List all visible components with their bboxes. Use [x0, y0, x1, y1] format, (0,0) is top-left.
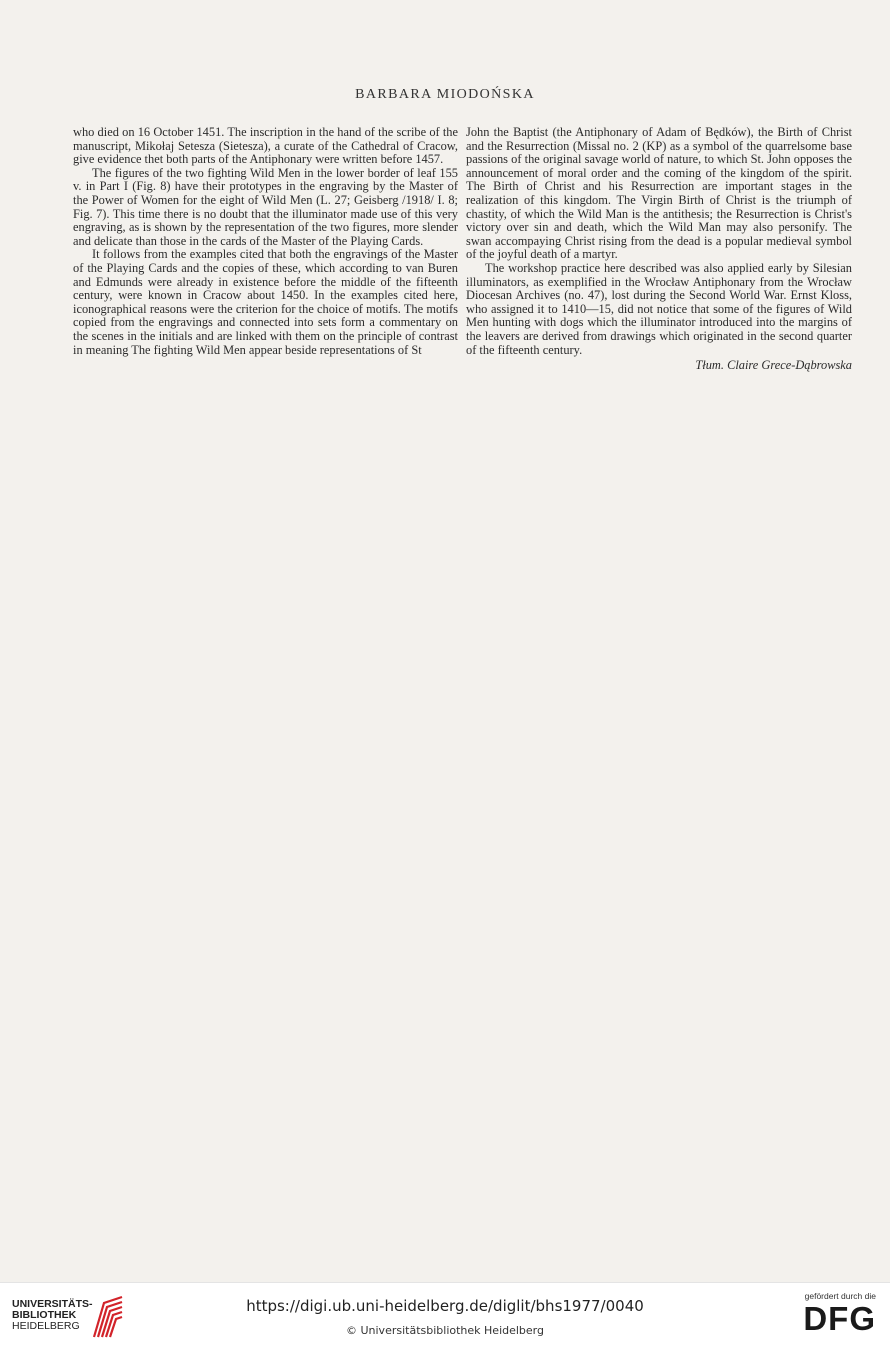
right-text-column — [466, 126, 852, 373]
paragraph: It follows from the examples cited that both the engravings of the Master of the Playing Cards and the copies of these, which according to van Buren and Edmunds were already in existence before the middle of the fifteenth century, were known in Cracow about 1450. In the examples cited here, iconographical reasons were the criterion for the choice of motifs. The motifs copied from the engravings and connected into sets form a commentary on the scenes in the initials and are linked with them on the principle of contrast in meaning The fighting Wild Men appear beside representations of St — [73, 247, 458, 357]
library-name-line: UNIVERSITÄTS- — [12, 1298, 93, 1310]
paragraph: The figures of the two fighting Wild Men in the lower border of leaf 155 v. in Part I (Fig. 8) have their prototypes in the engraving by the Master of the Power of Women for the eight of Wild Men (L. 27; Geisberg /1918/ I. 8; Fig. 7). This time there is no doubt that the illuminator made use of this very engraving, as is shown by the representation of the two figures, more slender and delicate than those in the cards of the Master of the Playing Cards. — [73, 165, 458, 248]
viewer-footer — [0, 1282, 890, 1347]
paragraph: who died on 16 October 1451. The inscription in the hand of the scribe of the manuscript, Mikołaj Setesza (Sietesza), a curate of the Cathedral of Cracow, give evidence thet both parts of the Antiphonary were written before 1457. — [73, 125, 458, 167]
library-name-line: BIBLIOTHEK — [12, 1309, 77, 1321]
running-head: BARBARA MIODOŃSKA — [355, 87, 535, 102]
left-text-column — [73, 126, 458, 357]
dfg-logo-icon[interactable] — [786, 1291, 876, 1335]
paragraph: The workshop practice here described was also applied early by Silesian illuminators, as exemplified in the Wrocław Antiphonary from the Wrocław Diocesan Archives (no. 47), lost during the Second World War. Ernst Kloss, who assigned it to 1410—15, did not notice that some of the figures of Wild Men hunting with dogs which the illuminator introduced into the margins of the leavers are derived from drawings which originated in the second quarter of the fifteenth century. — [466, 260, 852, 357]
library-name-line: HEIDELBERG — [12, 1320, 80, 1332]
translator-credit: Tłum. Claire Grece-Dąbrowska — [695, 358, 852, 373]
funder-caption: gefördert durch die — [804, 1291, 876, 1301]
paragraph: John the Baptist (the Antiphonary of Adam of Będków), the Birth of Christ and the Resurrection (Missal no. 2 (KP) as a symbol of the quarrelsome base passions of the original savage world of nature, to which St. John opposes the announcement of moral order and the coming of the kingdom of the spirit. The Birth of Christ and his Resurrection are important stages in the realization of this kingdom. The Virgin Birth of Christ is the triumph of chastity, of which the Wild Man is the antithesis; the Resurrection is Christ's victory over sin and death, which the Wild Man may also personify. The swan accompaying Christ rising from the dead is a popular medieval symbol of the joyful death of a martyr. — [466, 125, 852, 262]
copyright-notice: © Universitätsbibliothek Heidelberg — [345, 1324, 544, 1337]
funder-logo-text: DFG — [803, 1300, 876, 1337]
permalink-url[interactable]: https://digi.ub.uni-heidelberg.de/diglit/bhs1977/0040 — [246, 1297, 644, 1315]
